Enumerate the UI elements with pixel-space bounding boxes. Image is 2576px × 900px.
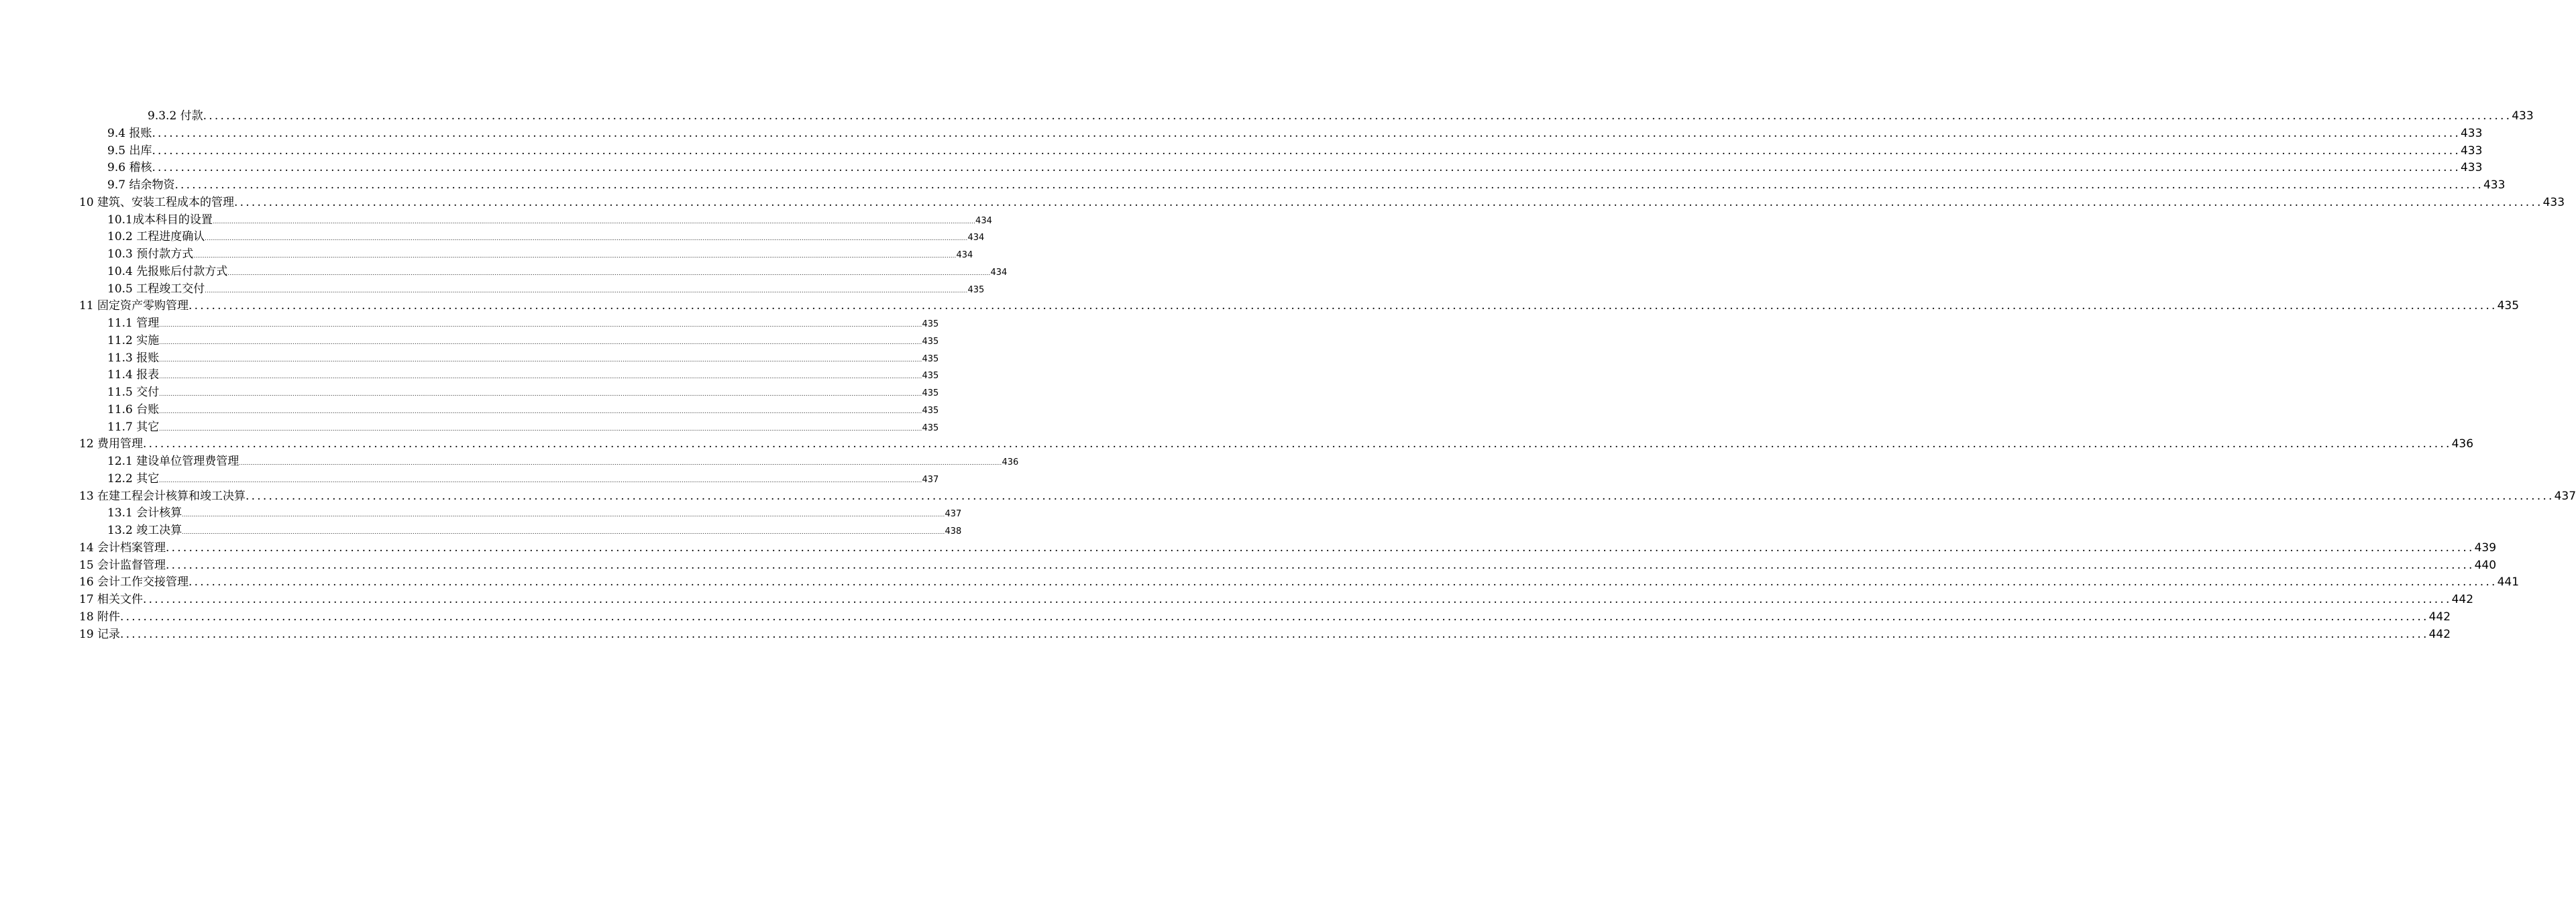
- dot-leader: ................................................................................................................................................................................................................................................................................................................................................................................................................: [205, 235, 968, 242]
- toc-entry-label: 13 在建工程会计核算和竣工决算: [79, 489, 246, 503]
- dot-leader: ................................................................................................................................................................................................................................................................................................................................................................................................................: [152, 161, 2461, 175]
- toc-entry[interactable]: [79, 434, 2474, 451]
- toc-entry[interactable]: [107, 400, 939, 416]
- toc-entry-page-number: 434: [975, 215, 992, 226]
- toc-entry-page-number: 438: [945, 526, 962, 537]
- toc-entry[interactable]: [107, 227, 985, 244]
- toc-entry[interactable]: [107, 262, 1008, 278]
- dot-leader: ................................................................................................................................................................................................................................................................................................................................................................................................................: [234, 195, 2543, 209]
- dot-leader: ................................................................................................................................................................................................................................................................................................................................................................................................................: [152, 126, 2461, 140]
- dot-leader: ................................................................................................................................................................................................................................................................................................................................................................................................................: [159, 322, 922, 328]
- toc-entry[interactable]: [107, 158, 2483, 175]
- toc-entry-label: 17 相关文件: [79, 593, 144, 606]
- toc-entry[interactable]: [107, 313, 939, 330]
- toc-entry-page-number: 442: [2451, 593, 2474, 606]
- dot-leader: ................................................................................................................................................................................................................................................................................................................................................................................................................: [212, 218, 976, 225]
- toc-entry-label: 12.1 建设单位管理费管理: [107, 455, 239, 468]
- toc-entry-page-number: 434: [956, 250, 973, 260]
- toc-entry-page-number: 433: [2460, 144, 2483, 158]
- toc-entry-label: 10.2 工程进度确认: [107, 230, 205, 244]
- toc-entry-page-number: 436: [1002, 457, 1019, 467]
- dot-leader: ................................................................................................................................................................................................................................................................................................................................................................................................................: [227, 270, 991, 276]
- toc-entry-page-number: 435: [922, 319, 939, 329]
- dot-leader: ................................................................................................................................................................................................................................................................................................................................................................................................................: [182, 529, 945, 535]
- dot-leader: ................................................................................................................................................................................................................................................................................................................................................................................................................: [182, 512, 945, 518]
- toc-entry-page-number: 433: [2542, 195, 2565, 209]
- toc-entry-page-number: 439: [2474, 541, 2497, 555]
- toc-entry[interactable]: [79, 192, 2565, 209]
- toc-entry[interactable]: [79, 486, 2576, 503]
- toc-entry-label: 11.1 管理: [107, 317, 160, 330]
- toc-entry[interactable]: [79, 624, 2451, 641]
- dot-leader: ................................................................................................................................................................................................................................................................................................................................................................................................................: [159, 339, 922, 345]
- toc-entry[interactable]: [107, 123, 2483, 140]
- toc-entry[interactable]: [79, 555, 2497, 572]
- toc-entry[interactable]: [107, 382, 939, 399]
- toc-entry-label: 11.3 报账: [107, 351, 160, 365]
- dot-leader: ................................................................................................................................................................................................................................................................................................................................................................................................................: [166, 558, 2475, 572]
- dot-leader: ................................................................................................................................................................................................................................................................................................................................................................................................................: [159, 425, 922, 432]
- toc-entry[interactable]: [79, 538, 2497, 555]
- toc-entry-label: 10.4 先报账后付款方式: [107, 264, 228, 278]
- toc-entry-page-number: 433: [2460, 126, 2483, 140]
- toc-entry-label: 16 会计工作交接管理: [79, 575, 189, 589]
- dot-leader: ................................................................................................................................................................................................................................................................................................................................................................................................................: [239, 460, 1002, 466]
- toc-entry-page-number: 435: [922, 405, 939, 416]
- toc-entry-page-number: 434: [967, 233, 985, 243]
- toc-entry-label: 9.4 报账: [107, 126, 152, 140]
- dot-leader: ................................................................................................................................................................................................................................................................................................................................................................................................................: [193, 253, 957, 259]
- toc-entry-label: 10.1成本科目的设置: [107, 213, 213, 227]
- dot-leader: ................................................................................................................................................................................................................................................................................................................................................................................................................: [159, 477, 922, 484]
- toc-entry-page-number: 442: [2428, 627, 2451, 641]
- toc-entry-label: 13.1 会计核算: [107, 506, 182, 520]
- dot-leader: ................................................................................................................................................................................................................................................................................................................................................................................................................: [152, 144, 2461, 158]
- toc-entry-label: 10.3 预付款方式: [107, 247, 194, 261]
- toc-entry-page-number: 435: [967, 284, 985, 295]
- toc-entry-page-number: 440: [2474, 558, 2497, 572]
- toc-entry-label: 11.4 报表: [107, 368, 160, 382]
- toc-entry-page-number: 437: [945, 509, 962, 520]
- dot-leader: ................................................................................................................................................................................................................................................................................................................................................................................................................: [143, 437, 2452, 451]
- toc-entry-label: 11.5 交付: [107, 386, 160, 399]
- toc-entry-page-number: 442: [2428, 610, 2451, 624]
- toc-entry[interactable]: [107, 417, 939, 434]
- toc-entry-page-number: 433: [2460, 161, 2483, 175]
- toc-entry[interactable]: [107, 348, 939, 365]
- toc-entry-page-number: 437: [922, 474, 939, 485]
- toc-entry-label: 10 建筑、安装工程成本的管理: [79, 195, 235, 209]
- dot-leader: ................................................................................................................................................................................................................................................................................................................................................................................................................: [166, 541, 2475, 555]
- toc-entry[interactable]: [79, 296, 2520, 313]
- dot-leader: ................................................................................................................................................................................................................................................................................................................................................................................................................: [189, 575, 2498, 589]
- toc-entry-page-number: 435: [922, 353, 939, 364]
- toc-entry-page-number: 435: [922, 423, 939, 433]
- toc-entry-page-number: 435: [2497, 299, 2520, 313]
- toc-entry-page-number: 437: [2554, 489, 2576, 503]
- dot-leader: ................................................................................................................................................................................................................................................................................................................................................................................................................: [159, 391, 922, 397]
- toc-entry-label: 9.6 稽核: [107, 161, 152, 175]
- toc-entry[interactable]: [148, 106, 2534, 123]
- toc-entry-label: 11 固定资产零购管理: [79, 299, 189, 313]
- toc-entry[interactable]: [107, 503, 962, 520]
- toc-entry-page-number: 433: [2512, 109, 2534, 123]
- dot-leader: ................................................................................................................................................................................................................................................................................................................................................................................................................: [246, 489, 2555, 503]
- toc-entry[interactable]: [107, 175, 2506, 192]
- toc-entry-label: 10.5 工程竣工交付: [107, 282, 205, 296]
- toc-entry-page-number: 435: [922, 336, 939, 347]
- toc-entry-label: 19 记录: [79, 627, 121, 641]
- toc-entry[interactable]: [107, 244, 973, 261]
- toc-entry-page-number: 435: [922, 388, 939, 398]
- toc-entry-label: 9.5 出库: [107, 144, 152, 158]
- dot-leader: ................................................................................................................................................................................................................................................................................................................................................................................................................: [205, 287, 968, 294]
- toc-entry-label: 14 会计档案管理: [79, 541, 166, 555]
- dot-leader: ................................................................................................................................................................................................................................................................................................................................................................................................................: [159, 374, 922, 380]
- toc-entry-label: 13.2 竣工决算: [107, 524, 182, 537]
- toc-entry[interactable]: [107, 469, 939, 486]
- toc-entry-label: 15 会计监督管理: [79, 558, 166, 572]
- toc-entry-page-number: 434: [990, 267, 1008, 278]
- dot-leader: ................................................................................................................................................................................................................................................................................................................................................................................................................: [143, 593, 2452, 606]
- dot-leader: ................................................................................................................................................................................................................................................................................................................................................................................................................: [203, 109, 2512, 123]
- toc-entry[interactable]: [79, 607, 2451, 624]
- toc-entry[interactable]: [79, 572, 2520, 589]
- toc-entry-label: 18 附件: [79, 610, 121, 624]
- toc-entry[interactable]: [107, 210, 992, 227]
- toc-entry-page-number: 436: [2451, 437, 2474, 451]
- toc-entry-label: 9.3.2 付款: [148, 109, 203, 123]
- toc-entry-page-number: 441: [2497, 575, 2520, 589]
- toc-entry[interactable]: [107, 365, 939, 382]
- toc-entry[interactable]: [107, 141, 2483, 158]
- toc-entry[interactable]: [107, 520, 962, 537]
- toc-entry[interactable]: [107, 451, 1019, 468]
- toc-entry-page-number: 435: [922, 371, 939, 382]
- toc-entry[interactable]: [107, 279, 985, 296]
- toc-entry[interactable]: [107, 331, 939, 347]
- dot-leader: ................................................................................................................................................................................................................................................................................................................................................................................................................: [189, 299, 2498, 313]
- dot-leader: ................................................................................................................................................................................................................................................................................................................................................................................................................: [120, 610, 2429, 624]
- toc-entry-label: 9.7 结余物资: [107, 178, 175, 192]
- dot-leader: ................................................................................................................................................................................................................................................................................................................................................................................................................: [174, 178, 2483, 192]
- toc-entry-label: 11.6 台账: [107, 402, 160, 416]
- dot-leader: ................................................................................................................................................................................................................................................................................................................................................................................................................: [159, 408, 922, 414]
- toc-entry-label: 12.2 其它: [107, 471, 160, 486]
- toc-entry-label: 12 费用管理: [79, 437, 144, 451]
- toc-entry-label: 11.2 实施: [107, 333, 160, 347]
- toc-entry-label: 11.7 其它: [107, 420, 160, 434]
- toc-entry[interactable]: [79, 589, 2474, 606]
- toc-entry-page-number: 433: [2483, 178, 2506, 192]
- dot-leader: ................................................................................................................................................................................................................................................................................................................................................................................................................: [159, 356, 922, 363]
- dot-leader: ................................................................................................................................................................................................................................................................................................................................................................................................................: [120, 627, 2429, 641]
